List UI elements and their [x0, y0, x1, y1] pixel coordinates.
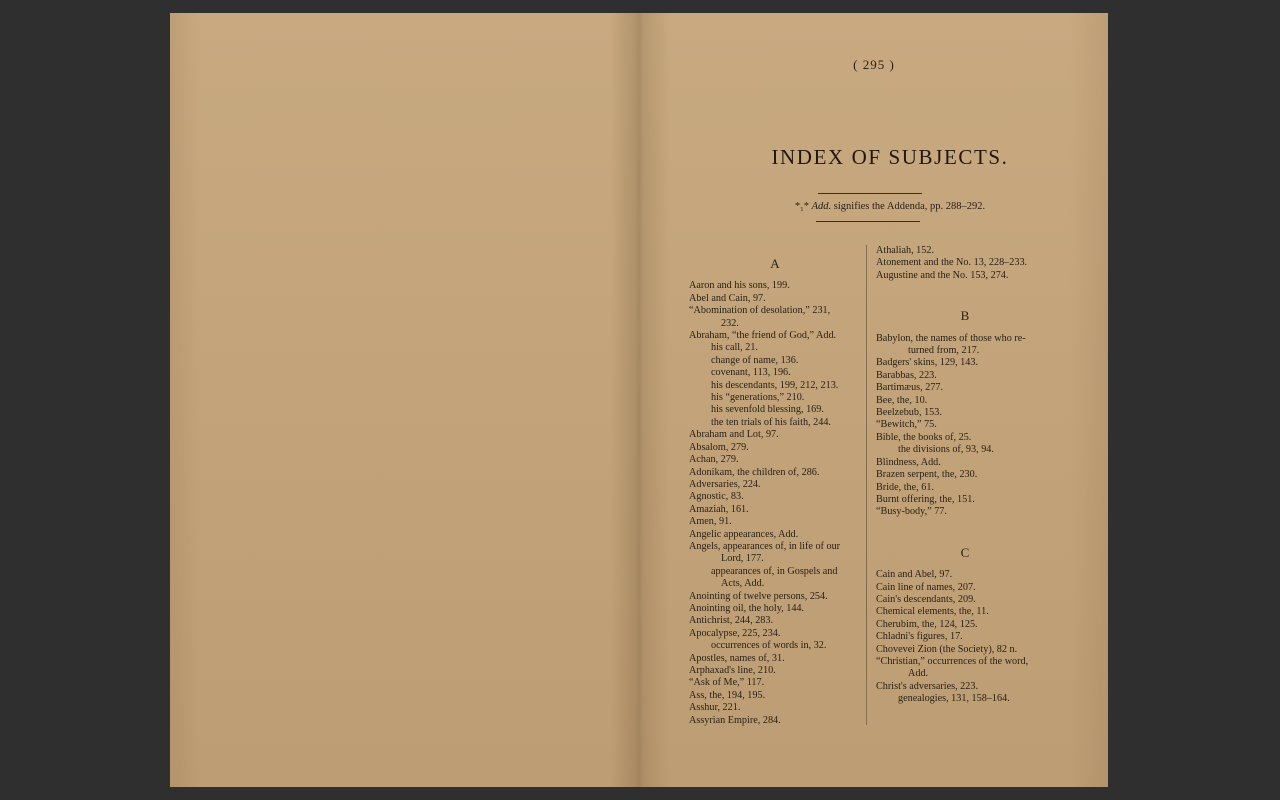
index-entry: Adversaries, 224. — [689, 478, 761, 490]
index-entry: Athaliah, 152. — [876, 245, 935, 256]
index-entry: covenant, 113, 196. — [711, 367, 791, 379]
index-entry: Anointing oil, the holy, 144. — [689, 602, 805, 614]
page-number: ( 295 ) — [853, 57, 895, 72]
index-entry: Anointing of twelve persons, 254. — [689, 590, 828, 602]
letter-heading-a: A — [770, 256, 780, 271]
index-entry: Beelzebub, 153. — [876, 407, 942, 419]
index-entry: Babylon, the names of those who re- — [876, 332, 1026, 344]
index-entry: Bee, the, 10. — [876, 394, 928, 406]
index-entry: Absalom, 279. — [689, 441, 749, 453]
index-entry: Cherubim, the, 124, 125. — [876, 618, 978, 630]
index-entry: Amaziah, 161. — [689, 503, 749, 515]
letter-heading-c: C — [960, 544, 970, 560]
index-entry: Add. — [908, 668, 929, 680]
index-column-left — [689, 258, 861, 727]
index-entry: occurrences of words in, 32. — [711, 640, 827, 652]
letter-heading-b: B — [960, 308, 970, 324]
index-entry: Badgers' skins, 129, 143. — [876, 357, 979, 369]
index-title: INDEX OF SUBJECTS. — [771, 145, 1009, 169]
index-entry: “Ask of Me,” 117. — [689, 677, 765, 689]
index-entry: Adonikam, the children of, 286. — [689, 466, 820, 478]
section-gap — [876, 519, 1054, 547]
index-entry: Chladni's figures, 17. — [876, 631, 963, 643]
index-entry: Bible, the books of, 25. — [876, 431, 972, 443]
index-entry: Lord, 177. — [721, 553, 764, 565]
book-spread — [170, 13, 1108, 787]
right-page — [640, 13, 1108, 787]
index-entry: his sevenfold blessing, 169. — [711, 404, 824, 416]
index-entry: Agnostic, 83. — [689, 491, 744, 503]
column-divider — [866, 245, 867, 725]
section-gap — [876, 282, 1054, 310]
index-entry: Assyrian Empire, 284. — [689, 714, 781, 726]
index-entry: Ass, the, 194, 195. — [689, 689, 766, 701]
index-entry: Angelic appearances, Add. — [689, 528, 799, 540]
index-entry: 232. — [721, 317, 739, 329]
index-entry: Amen, 91. — [689, 516, 732, 528]
index-entry: Augustine and the No. 153, 274. — [876, 269, 1009, 281]
index-entry: “Abomination of desolation,” 231, — [689, 305, 831, 317]
index-entry: Asshur, 221. — [689, 702, 741, 714]
index-entry: Aaron and his sons, 199. — [689, 280, 790, 292]
index-entry: Chovevei Zion (the Society), 82 n. — [876, 643, 1018, 655]
note-text: signifies the Addenda, pp. 288–292. — [831, 201, 986, 212]
note-add: Add. — [811, 201, 832, 212]
index-entry: Abraham and Lot, 97. — [689, 429, 779, 441]
index-entry: Arphaxad's line, 210. — [689, 665, 776, 676]
index-entry: Acts, Add. — [721, 578, 765, 590]
index-entry: Achan, 279. — [689, 454, 739, 466]
index-entry: change of name, 136. — [711, 354, 799, 366]
index-entry: Cain's descendants, 209. — [876, 593, 976, 605]
index-entry: Bartimæus, 277. — [876, 382, 944, 394]
index-entry: appearances of, in Gospels and — [711, 565, 838, 577]
title-rule-top — [818, 193, 922, 194]
index-entry: Blindness, Add. — [876, 456, 941, 468]
index-entry: Atonement and the No. 13, 228–233. — [876, 257, 1028, 269]
index-entry: Chemical elements, the, 11. — [876, 606, 989, 618]
index-entry: his “generations,” 210. — [711, 392, 805, 404]
index-entry: Angels, appearances of, in life of our — [689, 540, 841, 552]
title-rule-bottom — [816, 221, 920, 222]
index-entry: Brazen serpent, the, 230. — [876, 469, 978, 481]
index-entry: the divisions of, 93, 94. — [898, 444, 994, 456]
index-entry: Cain and Abel, 97. — [876, 569, 953, 581]
note-stars: *₁* — [794, 201, 812, 212]
index-entry: Burnt offering, the, 151. — [876, 493, 975, 505]
index-entry: “Busy-body,” 77. — [876, 506, 947, 518]
index-entry: Abraham, “the friend of God,” Add. — [689, 330, 837, 342]
addenda-note — [680, 201, 1100, 212]
index-entry: Bride, the, 61. — [876, 481, 935, 493]
index-entry: Apostles, names of, 31. — [689, 652, 785, 664]
index-entry: Cain line of names, 207. — [876, 581, 976, 593]
index-entry: genealogies, 131, 158–164. — [898, 693, 1010, 705]
index-entry: Apocalypse, 225, 234. — [689, 627, 781, 639]
index-entry: his call, 21. — [711, 342, 758, 354]
index-entry: Abel and Cain, 97. — [689, 292, 766, 304]
index-entry: “Christian,” occurrences of the word, — [876, 655, 1029, 667]
index-entry: the ten trials of his faith, 244. — [711, 416, 831, 428]
index-entry: Christ's adversaries, 223. — [876, 680, 978, 692]
index-entry: turned from, 217. — [908, 345, 980, 357]
index-entry: Barabbas, 223. — [876, 369, 937, 381]
index-entry: his descendants, 199, 212, 213. — [711, 379, 839, 391]
index-entry: Antichrist, 244, 283. — [689, 615, 774, 627]
index-entry: “Bewitch,” 75. — [876, 419, 937, 431]
index-column-right — [876, 245, 1054, 706]
